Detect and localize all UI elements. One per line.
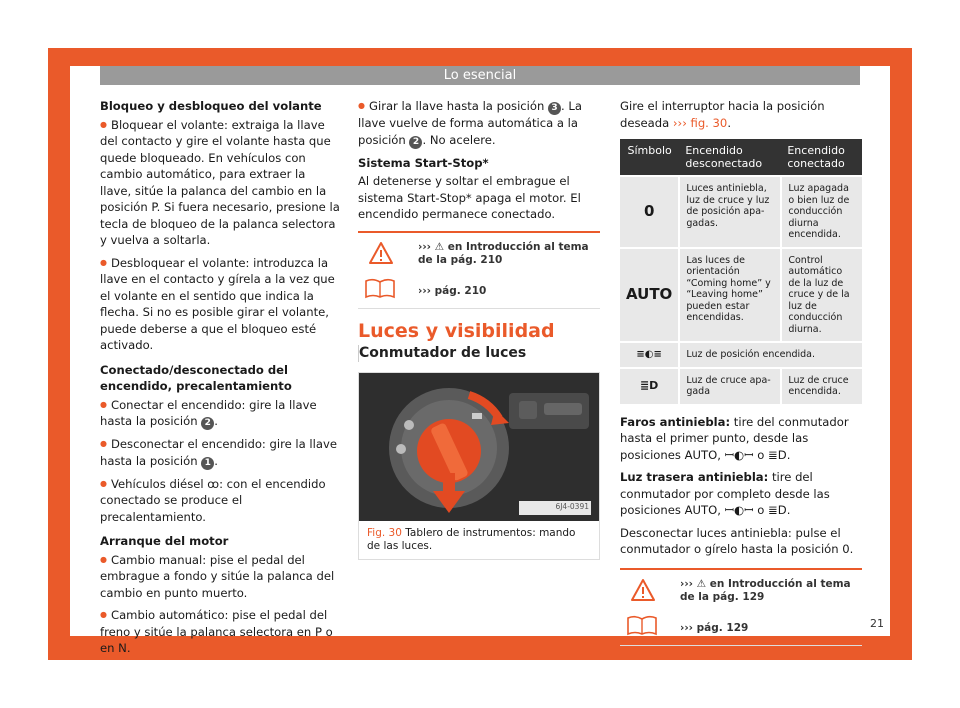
table-row (620, 368, 862, 404)
column-3 (620, 98, 862, 660)
bullet-text: Cambio manual: pise el pedal del embrague a fondo y sitúe la palanca del cambio en punto muerto. (100, 552, 335, 600)
warning-link-page[interactable]: ››› pág. 129 (680, 621, 749, 634)
column-2 (358, 98, 600, 560)
rear-fog-text: tire del conmutador por completo desde las posiciones AUTO, ꟷ◐ꟷ o ≣D. (620, 470, 830, 517)
table-cell: Control automático de la luz de cruce y de la luz de conducción diurna. (781, 248, 862, 343)
light-switch-image (359, 373, 599, 521)
disable-fog-paragraph: Desconectar luces antiniebla: pulse el conmutador o gírelo hasta la posición 0. (620, 525, 854, 556)
table-header-on: Encendido conectado (781, 139, 862, 176)
warning-box (620, 568, 862, 646)
rear-fog-paragraph (620, 469, 862, 519)
warning-link-intro[interactable]: ››› ⚠ en Introducción al tema de la pág. 210 (418, 240, 589, 266)
subsection-title: Conmutador de luces (358, 345, 600, 362)
bullet-manual (100, 552, 340, 602)
bullet-text: Desbloquear el volante: introduzca la llave en el contacto y gírela a la vez que el volante en el sentido que indica la flecha. Si no es posible girar el volante, puede deberse a que el bloqueo esté activado. (100, 255, 335, 352)
bullet-lock (100, 117, 340, 249)
bullet-text: Vehículos diésel ꝏ: con el encendido conectado se produce el precalentamiento. (100, 476, 326, 524)
book-icon (364, 277, 396, 299)
intro-end: . (727, 115, 731, 130)
rear-fog-label: Luz trasera antiniebla: (620, 470, 769, 484)
figure-link[interactable]: ››› fig. 30 (672, 115, 728, 130)
warning-triangle-icon (368, 241, 394, 265)
table-cell: Luz de cruce encendida. (781, 368, 862, 404)
page-header: Lo esencial (100, 66, 860, 85)
heading-start-engine: Arranque del motor (100, 534, 229, 548)
page-number: 21 (870, 617, 884, 630)
warning-triangle-icon (630, 578, 656, 602)
position-3-badge: 3 (548, 102, 561, 115)
bullet-text: Bloquear el volante: extraiga la llave del contacto y gire el volante hasta que quede bloqueado. En vehículos con cambio automático, para extraer la llave, sitúe la palanca del cambio en la posición P. Si fuera necesario, presione la tecla de bloqueo de la palanca selectora y vuelva a soltarla. (100, 117, 340, 247)
bullet-text: . La llave vuelve de forma automática a la posición (358, 99, 582, 147)
light-switch-table (620, 139, 862, 404)
table-cell: Las luces de orientación “Coming home” y “Leaving home” pueden estar encendidas. (679, 248, 781, 343)
figure-caption-text: Tablero de instrumentos: mando de las luces. (367, 526, 576, 552)
bullet-text: Cambio automático: pise el pedal del freno y sitúe la palanca selectora en P o en N. (100, 608, 333, 655)
bullet-text: . No acelere. (422, 132, 496, 147)
bullet-turn-key (358, 98, 600, 149)
bullet-text: Conectar el encendido: gire la llave hasta la posición (100, 397, 317, 428)
figure-caption (359, 521, 599, 559)
symbol-zero: 0 (620, 176, 679, 248)
column-1 (100, 98, 340, 663)
start-stop-paragraph: Al detenerse y soltar el embrague el sistema Start-Stop* apaga el motor. El encendido permanece conectado. (358, 174, 581, 221)
table-cell: Luz apagada o bien luz de conducción diurna encendida. (781, 176, 862, 248)
symbol-auto: AUTO (620, 248, 679, 343)
position-2-badge: 2 (409, 136, 422, 149)
warning-link-intro[interactable]: ››› ⚠ en Introducción al tema de la pág. 129 (680, 577, 851, 603)
fog-lights-paragraph (620, 414, 862, 464)
heading-steering-lock: Bloqueo y desbloqueo del volante (100, 99, 322, 113)
bullet-ignition-off: ● Desconectar el encendido: gire la llave hasta la posición 1 . (100, 436, 340, 470)
figure-label: Fig. 30 (367, 526, 402, 539)
heading-ignition: Conectado/desconectado del encendido, precalentamiento (100, 362, 292, 393)
table-row (620, 176, 862, 248)
manual-page (70, 66, 890, 655)
bullet-text: Desconectar el encendido: gire la llave hasta la posición (100, 437, 337, 468)
fog-lights-text: tire del conmutador hasta el primer punto, desde las posiciones AUTO, ꟷ◐ꟷ o ≣D. (620, 414, 849, 462)
parking-light-icon: ≡◐≡ (620, 342, 679, 368)
low-beam-icon: ≣D (620, 368, 679, 404)
table-header-off: Encendido desconectado (679, 139, 781, 176)
table-cell: Luces antiniebla, luz de cruce y luz de posición apagadas. (679, 176, 781, 248)
bullet-automatic (100, 607, 340, 657)
section-title: Luces y visibilidad (358, 319, 555, 342)
bullet-unlock (100, 255, 340, 354)
figure-code: 6J4-0391 (555, 502, 589, 511)
table-header-row (620, 139, 862, 176)
table-header-symbol: Símbolo (620, 139, 679, 176)
bullet-ignition-on: ● Conectar el encendido: gire la llave hasta la posición 2 . (100, 397, 340, 431)
fog-lights-label: Faros antiniebla: (620, 414, 731, 429)
warning-box (358, 231, 600, 309)
table-cell: Luz de posición encendida. (679, 342, 862, 368)
position-2-badge: 2 (201, 417, 214, 430)
heading-start-stop: Sistema Start-Stop* (358, 155, 489, 170)
intro-paragraph (620, 98, 862, 131)
book-icon (626, 614, 658, 636)
table-row (620, 248, 862, 343)
warning-link-page[interactable]: ››› pág. 210 (418, 284, 487, 297)
position-1-badge: 1 (201, 457, 214, 470)
bullet-diesel (100, 476, 340, 526)
table-row (620, 342, 862, 368)
figure-30 (358, 372, 600, 560)
table-cell: Luz de cruce apagada (679, 368, 781, 404)
bullet-text: Girar la llave hasta la posición (368, 99, 545, 113)
intro-text: Gire el interruptor hacia la posición deseada (620, 99, 825, 130)
